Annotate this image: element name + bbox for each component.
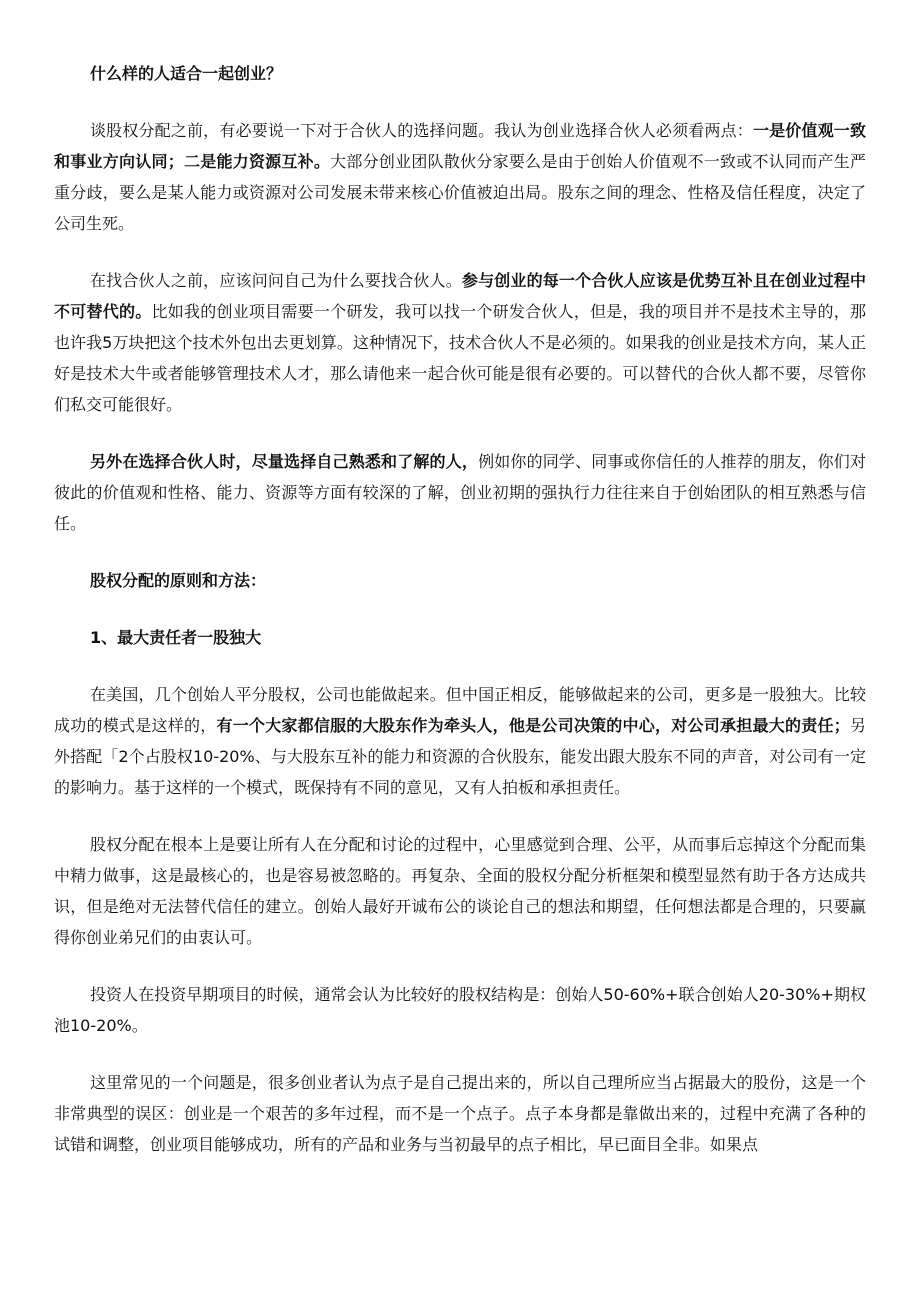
paragraph-partner-criteria <box>54 115 866 239</box>
paragraph-why-partner <box>54 265 866 420</box>
paragraph-fairness: 股权分配在根本上是要让所有人在分配和讨论的过程中，心里感觉到合理、公平，从而事后忘掉这个分配而集中精力做事，这是最核心的，也是容易被忽略的。再复杂、全面的股权分配分析框架和模型显然有助于各方达成共识，但是绝对无法替代信任的建立。创始人最好开诚布公的谈论自己的想法和期望，任何想法都是合理的，只要赢得你创业弟兄们的由衷认可。 <box>54 835 866 947</box>
bold-text: 另外在选择合伙人时，尽量选择自己熟悉和了解的人， <box>90 452 479 471</box>
paragraph-text: 谈股权分配之前，有必要说一下对于合伙人的选择问题。我认为创业选择合伙人必须看两点： <box>90 121 753 140</box>
paragraph-text: 比如我的创业项目需要一个研发，我可以找一个研发合伙人，但是，我的项目并不是技术主导的，那也许我5万块把这个技术外包出去更划算。这种情况下，技术合伙人不是必须的。如果我的创业是技术方向，某人正好是技术大牛或者能够管理技术人才，那么请他来一起合伙可能是很有必要的。可以替代的合伙人都不要，尽管你们私交可能很好。 <box>54 302 866 414</box>
paragraph-text: 在美国，几个创始人平分股权，公司也能做起来。但中国正相反，能够做起来的公司，更多是一股独大。比较成功的模式是这样的， <box>54 685 866 735</box>
bold-text: 一是价值观一致和事业方向认同；二是能力资源互补。 <box>54 121 866 171</box>
paragraph-idea-misconception: 这里常见的一个问题是，很多创业者认为点子是自己提出来的，所以自己理所应当占据最大的股份，这是一个非常典型的误区：创业是一个艰苦的多年过程，而不是一个点子。点子本身都是靠做出来的，过程中充满了各种的试错和调整，创业项目能够成功，所有的产品和业务与当初最早的点子相比，早已面目全非。如果点 <box>54 1073 866 1154</box>
paragraph-text: 例如你的同学、同事或你信任的人推荐的朋友，你们对彼此的价值观和性格、能力、资源等方面有较深的了解，创业初期的强执行力往往来自于创始团队的相互熟悉与信任。 <box>54 452 866 533</box>
paragraph-text: 在找合伙人之前，应该问问自己为什么要找合伙人。 <box>90 271 462 290</box>
paragraph-investor-structure: 投资人在投资早期项目的时候，通常会认为比较好的股权结构是：创始人50-60%+联合创始人20-30%+期权池10-20%。 <box>54 985 866 1035</box>
bold-text: 有一个大家都信服的大股东作为牵头人，他是公司决策的中心，对公司承担最大的责任； <box>216 716 850 735</box>
paragraph-familiar-partner <box>54 446 866 539</box>
paragraph-us-vs-china <box>54 679 866 803</box>
paragraph-text: 另外搭配「2个占股权10-20%、与大股东互补的能力和资源的合伙股东，能发出跟大股东不同的声音，对公司有一定的影响力。基于这样的一个模式，既保持有不同的意见，又有人拍板和承担责任。 <box>54 716 866 797</box>
section-heading-partner-selection: 什么样的人适合一起创业？ <box>90 64 283 83</box>
section-heading-principles: 股权分配的原则和方法： <box>90 571 267 590</box>
subsection-heading-1: 1、最大责任者一股独大 <box>90 628 262 647</box>
bold-text: 参与创业的每一个合伙人应该是优势互补且在创业过程中不可替代的。 <box>54 271 866 321</box>
paragraph-text: 大部分创业团队散伙分家要么是由于创始人价值观不一致或不认同而产生严重分歧，要么是某人能力或资源对公司发展未带来核心价值被迫出局。股东之间的理念、性格及信任程度，决定了公司生死。 <box>54 152 866 233</box>
